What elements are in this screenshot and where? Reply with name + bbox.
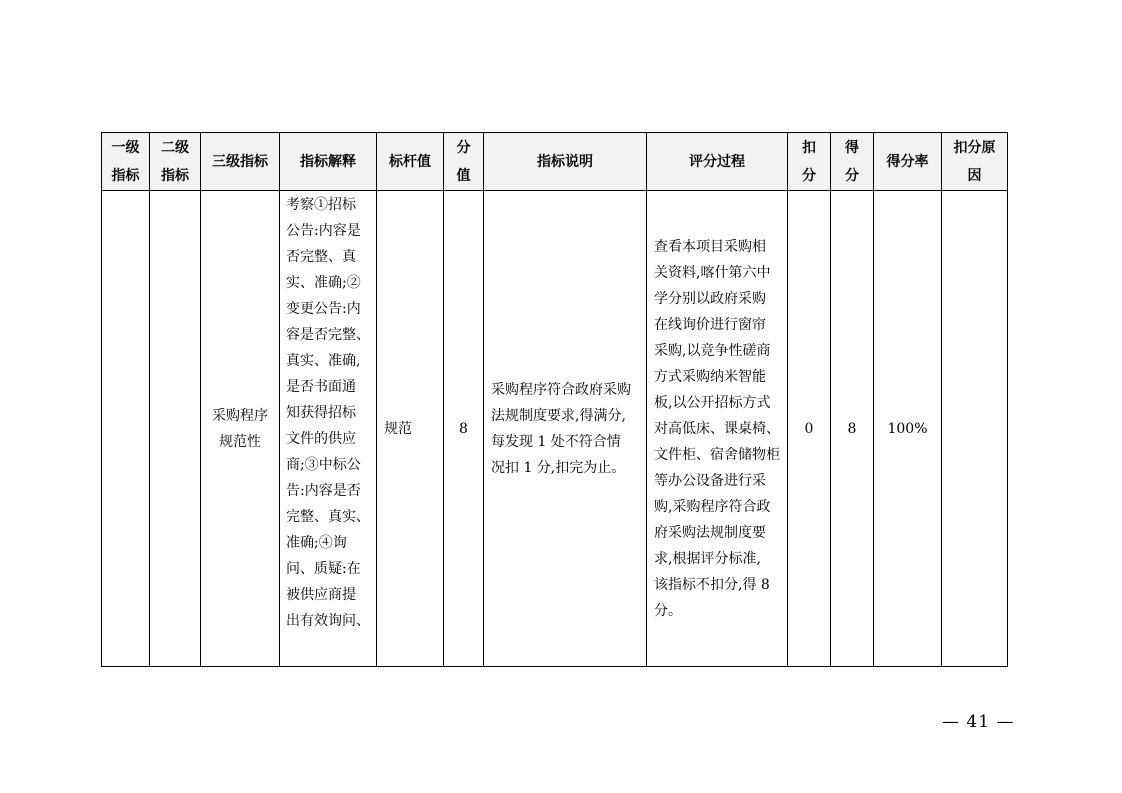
explanation-line: 准确;④询 (286, 535, 347, 551)
explanation-line: 否完整、真 (286, 249, 356, 265)
header-earned-score (831, 133, 874, 191)
header-deduction (788, 133, 831, 191)
explanation-line: 实、准确;② (286, 275, 361, 291)
explanation-line: 容是否完整、 (286, 327, 370, 343)
description-line: 法规制度要求,得满分, (491, 407, 626, 424)
cell-score-rate: 100% (874, 191, 942, 667)
performance-evaluation-table (101, 132, 1008, 667)
explanation-line: 出有效询问、 (286, 613, 370, 629)
description-line: 况扣 1 分,扣完为止。 (491, 459, 626, 476)
cell-level2 (150, 191, 201, 667)
cell-description (484, 191, 647, 667)
header-level3-indicator: 三级指标 (201, 133, 280, 191)
table-header-row (102, 133, 1008, 191)
process-line: 关资料,喀什第六中 (654, 264, 771, 281)
header-text: 分 (845, 167, 859, 184)
explanation-line: 商;③中标公 (286, 457, 361, 473)
header-text: 二级 (161, 139, 189, 156)
header-text: 指标 (161, 167, 189, 184)
header-text: 得 (845, 139, 859, 156)
header-scoring-process: 评分过程 (647, 133, 788, 191)
explanation-line: 被供应商提 (286, 587, 356, 603)
process-line: 等办公设备进行采 (654, 472, 766, 489)
cell-earned-score: 8 (831, 191, 874, 667)
process-line: 府采购法规制度要 (654, 524, 766, 541)
explanation-line: 是否书面通 (286, 379, 356, 395)
cell-explanation (280, 191, 377, 667)
header-deduction-reason (942, 133, 1008, 191)
description-line: 采购程序符合政府采购 (491, 381, 631, 398)
cell-deduction-reason (942, 191, 1008, 667)
process-line: 求,根据评分标准, (654, 550, 761, 567)
cell-text-line: 采购程序 (212, 407, 268, 424)
cell-level1 (102, 191, 150, 667)
process-line: 在线询价进行窗帘 (654, 316, 766, 333)
process-line: 学分别以政府采购 (654, 290, 766, 307)
explanation-line: 完整、真实、 (286, 509, 370, 525)
header-text: 因 (967, 167, 982, 184)
header-text: 指标 (111, 167, 140, 184)
process-line: 采购,以竞争性磋商 (654, 342, 771, 359)
process-line: 分。 (654, 602, 682, 619)
header-level2-indicator (150, 133, 201, 191)
cell-level3 (201, 191, 280, 667)
header-text: 扣分原 (953, 139, 996, 156)
process-line: 文件柜、宿舍储物柜 (654, 446, 780, 463)
header-level1-indicator (102, 133, 150, 191)
header-score-rate: 得分率 (874, 133, 942, 191)
explanation-line: 知获得招标 (286, 405, 356, 421)
header-text: 分 (456, 139, 471, 156)
header-indicator-explanation: 指标解释 (280, 133, 377, 191)
cell-scoring-process (647, 191, 788, 667)
cell-deduction: 0 (788, 191, 831, 667)
header-score (444, 133, 484, 191)
process-line: 该指标不扣分,得 8 (654, 576, 770, 593)
explanation-line: 变更公告:内 (286, 301, 361, 317)
header-text: 扣 (802, 139, 816, 156)
description-line: 每发现 1 处不符合情 (491, 433, 621, 450)
header-text: 一级 (111, 139, 140, 156)
header-text: 分 (802, 167, 816, 184)
page-number: — 41 — (942, 712, 1015, 732)
explanation-line: 公告:内容是 (286, 223, 361, 239)
explanation-line: 文件的供应 (286, 431, 356, 447)
explanation-line: 告:内容是否 (286, 483, 361, 499)
cell-benchmark: 规范 (377, 191, 444, 667)
header-text: 值 (456, 167, 471, 184)
cell-score: 8 (444, 191, 484, 667)
table-row (102, 191, 1008, 667)
cell-text-line: 规范性 (219, 433, 261, 450)
process-line: 对高低床、课桌椅、 (654, 420, 780, 437)
explanation-line: 问、质疑:在 (286, 561, 361, 577)
header-indicator-description: 指标说明 (484, 133, 647, 191)
header-benchmark-value: 标杆值 (377, 133, 444, 191)
explanation-line: 真实、准确, (286, 353, 361, 369)
process-line: 板,以公开招标方式 (654, 394, 771, 411)
process-line: 查看本项目采购相 (654, 238, 766, 255)
explanation-line: 考察①招标 (286, 197, 356, 213)
process-line: 方式采购纳米智能 (654, 368, 766, 385)
process-line: 购,采购程序符合政 (654, 498, 771, 515)
